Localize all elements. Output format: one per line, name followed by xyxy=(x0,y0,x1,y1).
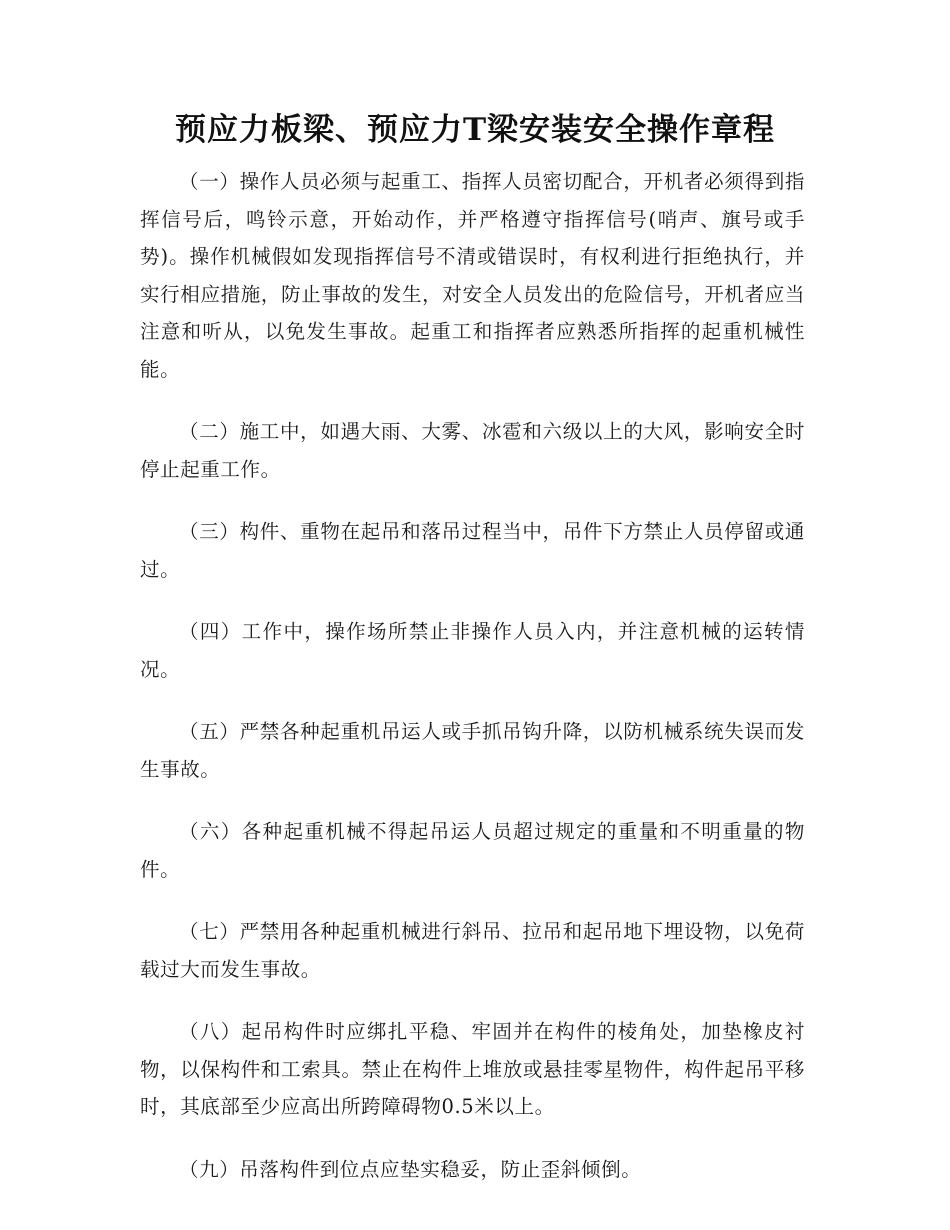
paragraph-2: （二）施工中，如遇大雨、大雾、冰雹和六级以上的大风，影响安全时停止起重工作。 xyxy=(140,420,805,481)
paragraph-4: （四）工作中，操作场所禁止非操作人员入内，并注意机械的运转情况。 xyxy=(140,620,805,681)
paragraph-7: （七）严禁用各种起重机械进行斜吊、拉吊和起吊地下埋设物，以免荷载过大而发生事故。 xyxy=(140,920,805,981)
paragraph-9: （九）吊落构件到位点应垫实稳妥，防止歪斜倾倒。 xyxy=(179,1157,642,1181)
paragraph-8: （八）起吊构件时应绑扎平稳、牢固并在构件的棱角处，加垫橡皮衬物，以保构件和工索具。禁止在构件上堆放或悬挂零星物件，构件起吊平移时，其底部至少应高出所跨障碍物0.5米以上。 xyxy=(140,1020,805,1118)
paragraph-3: （三）构件、重物在起吊和落吊过程当中，吊件下方禁止人员停留或通过。 xyxy=(140,520,805,581)
document-body xyxy=(140,163,805,1213)
paragraph-1: （一）操作人员必须与起重工、指挥人员密切配合，开机者必须得到指挥信号后，鸣铃示意，开始动作，并严格遵守指挥信号(哨声、旗号或手势)。操作机械假如发现指挥信号不清或错误时，有权利进行拒绝执行，并实行相应措施，防止事故的发生，对安全人员发出的危险信号，开机者应当注意和听从，以免发生事故。起重工和指挥者应熟悉所指挥的起重机械性能。 xyxy=(140,170,805,381)
page-title: 预应力板梁、预应力T梁安装安全操作章程 xyxy=(174,112,776,148)
paragraph-5: （五）严禁各种起重机吊运人或手抓吊钩升降，以防机械系统失误而发生事故。 xyxy=(140,720,805,781)
paragraph-6: （六）各种起重机械不得起吊运人员超过规定的重量和不明重量的物件。 xyxy=(140,820,805,881)
